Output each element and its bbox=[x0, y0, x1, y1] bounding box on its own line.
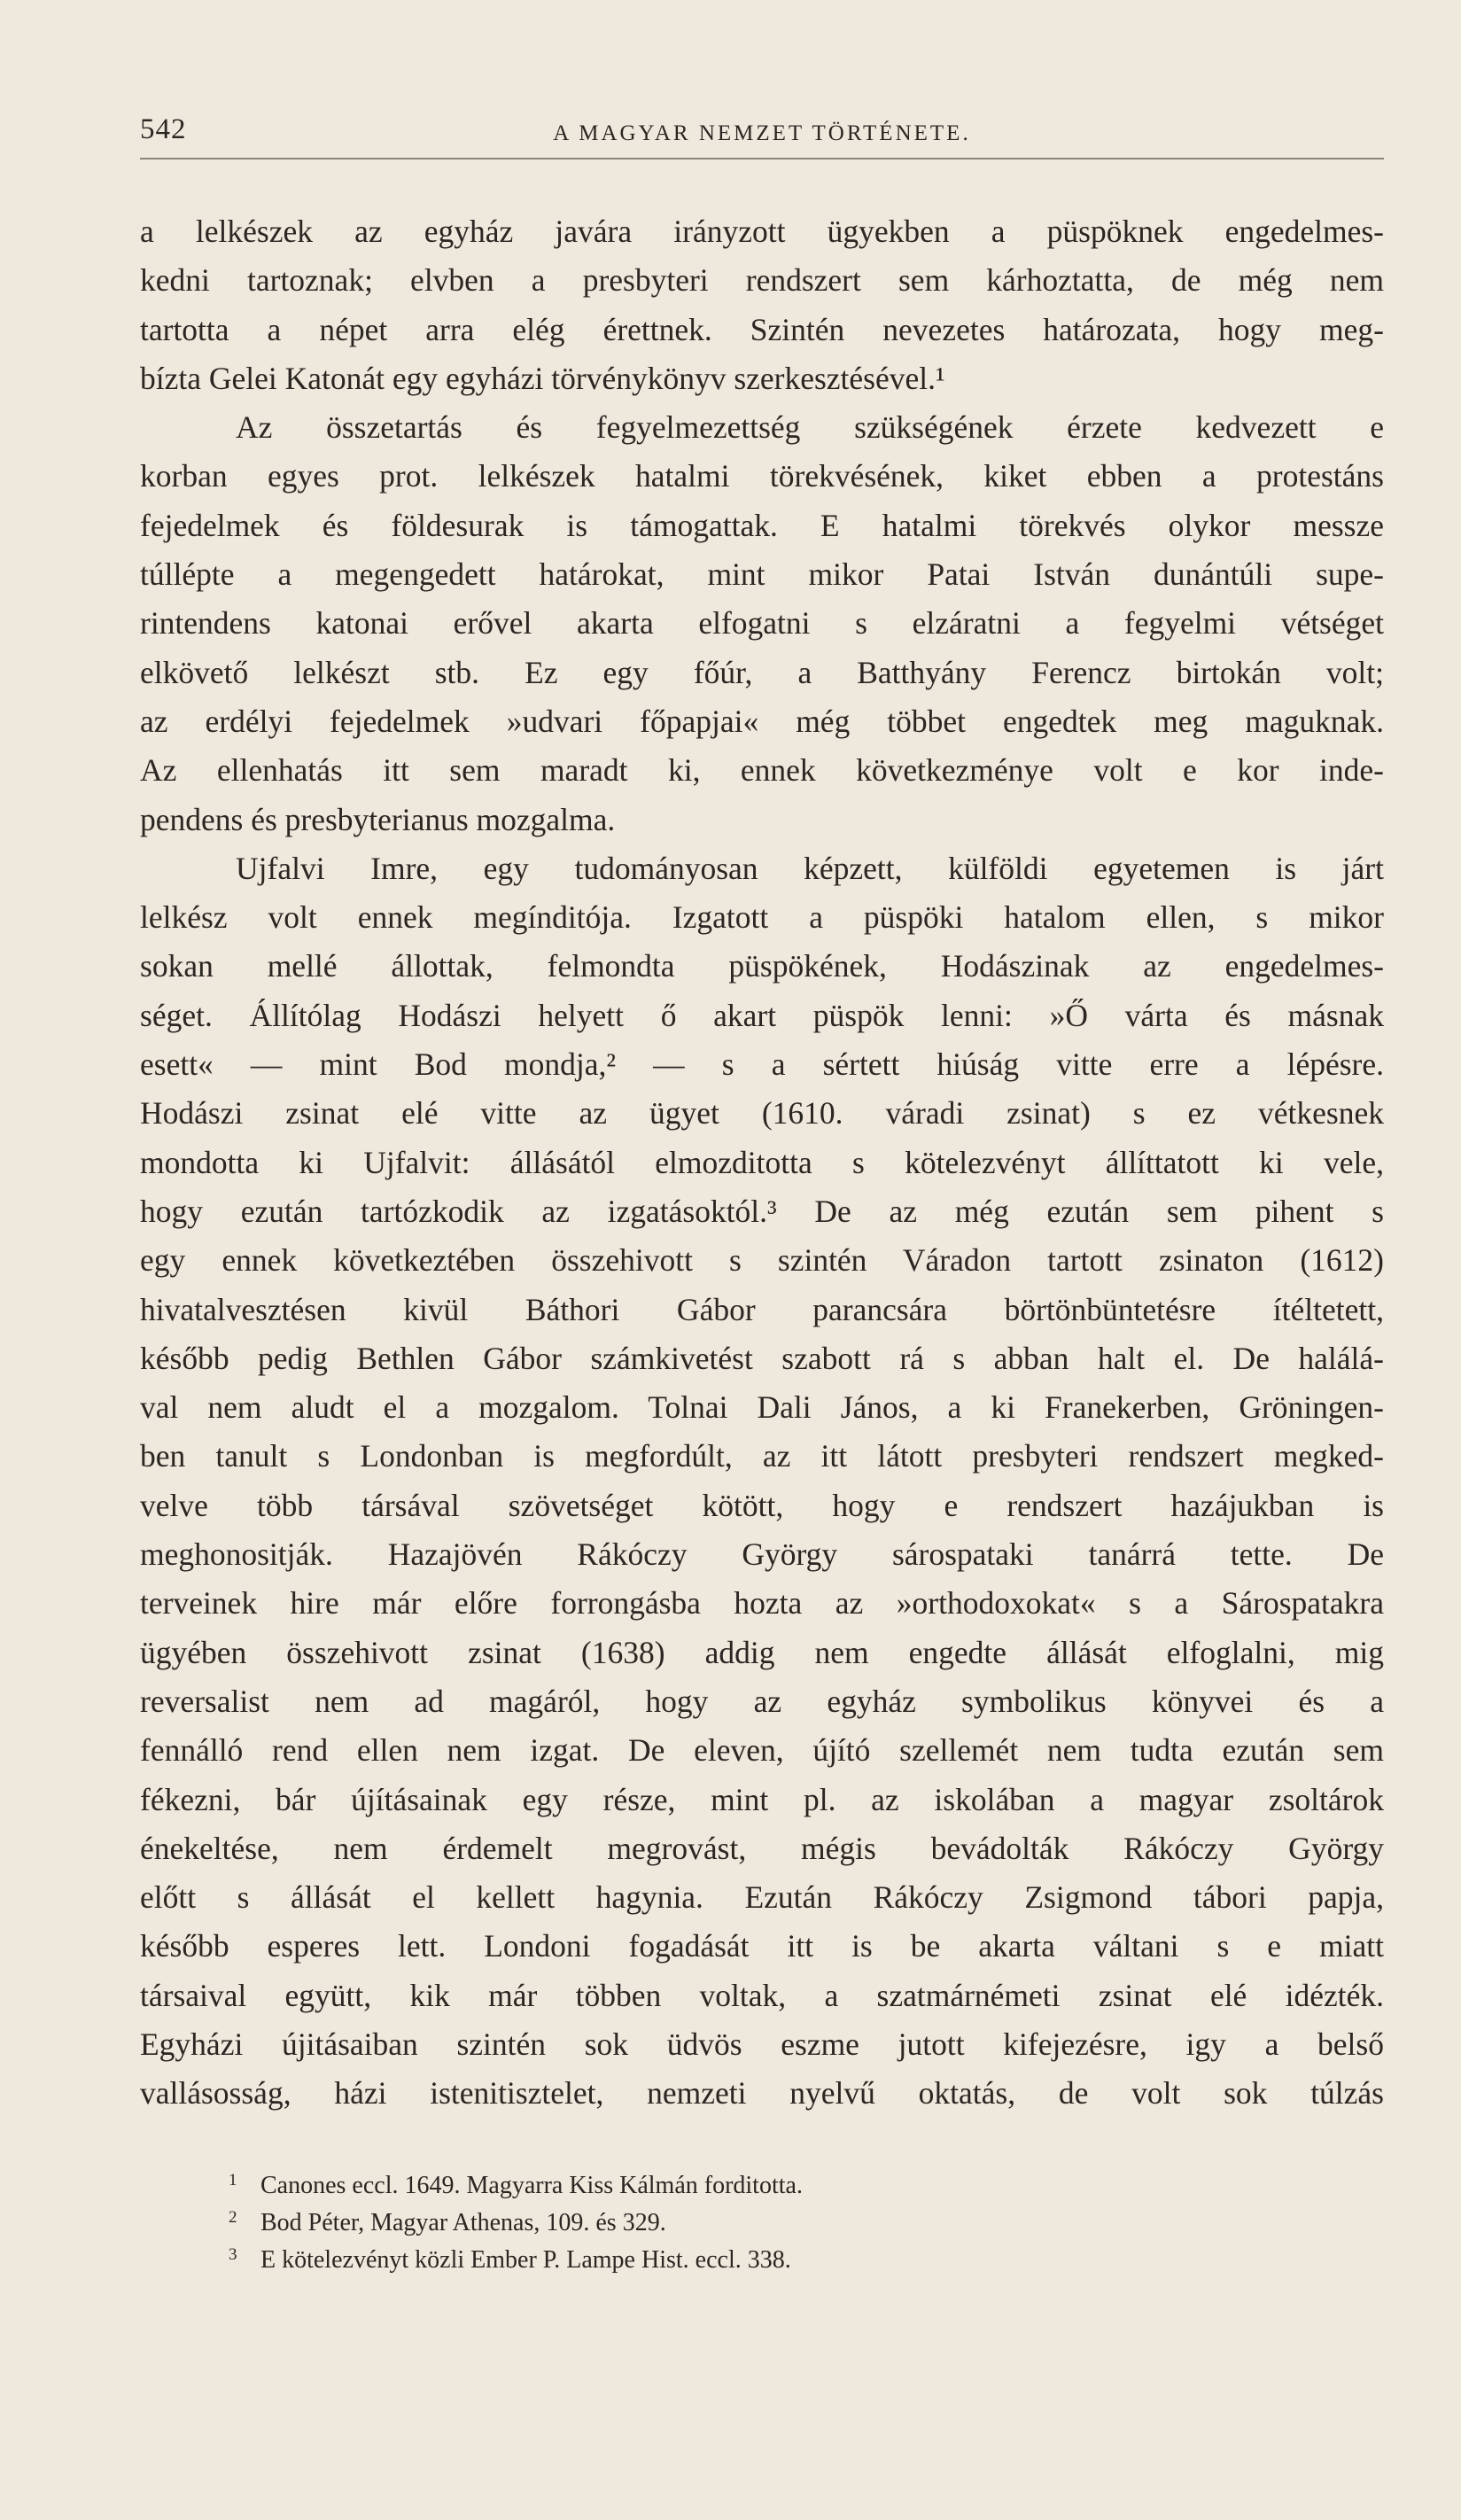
text-line: fennálló rend ellen nem izgat. De eleven, újító szellemét nem tudta ezután sem bbox=[140, 1732, 1384, 1769]
text-line: korban egyes prot. lelkészek hatalmi törekvésének, kiket ebben a protestáns bbox=[140, 458, 1384, 494]
footnote-mark: 1 bbox=[229, 2171, 237, 2189]
text-line: pendens és presbyterianus mozgalma. bbox=[140, 801, 616, 837]
text-line: túllépte a megengedett határokat, mint mikor Patai István dunántúli supe- bbox=[140, 556, 1384, 593]
text-line: fejedelmek és földesurak is támogattak. E hatalmi törekvés olykor messze bbox=[140, 507, 1384, 543]
footnote-text: Canones eccl. 1649. Magyarra Kiss Kálmán forditotta. bbox=[260, 2172, 803, 2199]
text-line: hogy ezután tartózkodik az izgatásoktól.³ De az még ezután sem pihent s bbox=[140, 1193, 1384, 1229]
text-line: Ujfalvi Imre, egy tudományosan képzett, külföldi egyetemen is járt bbox=[236, 850, 1384, 886]
text-line: lelkész volt ennek megínditója. Izgatott a püspöki hatalom ellen, s mikor bbox=[140, 899, 1384, 936]
text-line: ügyében összehivott zsinat (1638) addig nem engedte állását elfoglalni, mig bbox=[140, 1634, 1384, 1670]
footnote-text: E kötelezvényt közli Ember P. Lampe Hist. eccl. 338. bbox=[260, 2246, 791, 2274]
text-line: meghonositják. Hazajövén Rákóczy György sárospataki tanárrá tette. De bbox=[140, 1536, 1384, 1573]
footnote-mark: 2 bbox=[229, 2208, 237, 2227]
footnote-text: Bod Péter, Magyar Athenas, 109. és 329. bbox=[260, 2209, 666, 2236]
text-line: sokan mellé állottak, felmondta püspökének, Hodászinak az engedelmes- bbox=[140, 948, 1384, 984]
text-line: fékezni, bár újításainak egy része, mint pl. az iskolában a magyar zsoltárok bbox=[140, 1781, 1384, 1817]
text-line: egy ennek következtében összehivott s szintén Váradon tartott zsinaton (1612) bbox=[140, 1242, 1384, 1279]
page-number: 542 bbox=[140, 113, 187, 145]
text-line: később pedig Bethlen Gábor számkivetést szabott rá s abban halt el. De halálá- bbox=[140, 1340, 1384, 1376]
text-line: rintendens katonai erővel akarta elfogatni s elzáratni a fegyelmi vétséget bbox=[140, 605, 1384, 642]
text-line: terveinek hire már előre forrongásba hozta az »orthodoxokat« s a Sárospatakra bbox=[140, 1585, 1384, 1622]
text-line: énekeltése, nem érdemelt megrovást, mégis bevádolták Rákóczy György bbox=[140, 1830, 1384, 1866]
text-line: elkövető lelkészt stb. Ez egy főúr, a Batthyány Ferencz birtokán volt; bbox=[140, 654, 1384, 690]
footnote-mark: 3 bbox=[229, 2245, 237, 2264]
footnotes bbox=[229, 2162, 1292, 2274]
running-title: A MAGYAR NEMZET TÖRTÉNETE. bbox=[553, 121, 971, 145]
text-line: Az ellenhatás itt sem maradt ki, ennek következménye volt e kor inde- bbox=[140, 752, 1384, 789]
text-line: Az összetartás és fegyelmezettség szükségének érzete kedvezett e bbox=[236, 409, 1384, 446]
text-line: előtt s állását el kellett hagynia. Ezután Rákóczy Zsigmond tábori papja, bbox=[140, 1879, 1384, 1916]
footnote bbox=[229, 2199, 1292, 2236]
text-line: Egyházi újitásaiban szintén sok üdvös eszme jutott kifejezésre, igy a belső bbox=[140, 2026, 1384, 2062]
text-line: társaival együtt, kik már többen voltak, a szatmárnémeti zsinat elé idézték. bbox=[140, 1977, 1384, 2013]
footnote bbox=[229, 2162, 1292, 2199]
footnote bbox=[229, 2236, 1292, 2274]
page-header bbox=[140, 113, 1384, 159]
text-line: hivatalvesztésen kivül Báthori Gábor parancsára börtönbüntetésre ítéltetett, bbox=[140, 1291, 1384, 1327]
text-line: séget. Állítólag Hodászi helyett ő akart püspök lenni: »Ő várta és másnak bbox=[140, 997, 1384, 1033]
body-text bbox=[140, 207, 1384, 2119]
text-line: esett« — mint Bod mondja,² — s a sértett hiúság vitte erre a lépésre. bbox=[140, 1046, 1384, 1083]
text-line: később esperes lett. Londoni fogadását itt is be akarta váltani s e miatt bbox=[140, 1928, 1384, 1964]
text-line: mondotta ki Ujfalvit: állásától elmozditotta s kötelezvényt állíttatott ki vele, bbox=[140, 1144, 1384, 1180]
text-line: Hodászi zsinat elé vitte az ügyet (1610. váradi zsinat) s ez vétkesnek bbox=[140, 1095, 1384, 1132]
text-line: tartotta a népet arra elég érettnek. Szintén nevezetes határozata, hogy meg- bbox=[140, 311, 1384, 347]
text-line: velve több társával szövetséget kötött, hogy e rendszert hazájukban is bbox=[140, 1487, 1384, 1523]
text-line: reversalist nem ad magáról, hogy az egyház symbolikus könyvei és a bbox=[140, 1683, 1384, 1719]
text-line: kedni tartoznak; elvben a presbyteri rendszert sem kárhoztatta, de még nem bbox=[140, 262, 1384, 299]
text-line: vallásosság, házi istenitisztelet, nemzeti nyelvű oktatás, de volt sok túlzás bbox=[140, 2075, 1384, 2112]
text-line: val nem aludt el a mozgalom. Tolnai Dali János, a ki Franekerben, Gröningen- bbox=[140, 1389, 1384, 1426]
text-line: ben tanult s Londonban is megfordúlt, az itt látott presbyteri rendszert megked- bbox=[140, 1438, 1384, 1474]
text-line: bízta Gelei Katonát egy egyházi törvénykönyv szerkesztésével.¹ bbox=[140, 360, 945, 396]
text-line: az erdélyi fejedelmek »udvari főpapjai« még többet engedtek meg maguknak. bbox=[140, 703, 1384, 739]
text-line: a lelkészek az egyház javára irányzott ügyekben a püspöknek engedelmes- bbox=[140, 214, 1384, 249]
